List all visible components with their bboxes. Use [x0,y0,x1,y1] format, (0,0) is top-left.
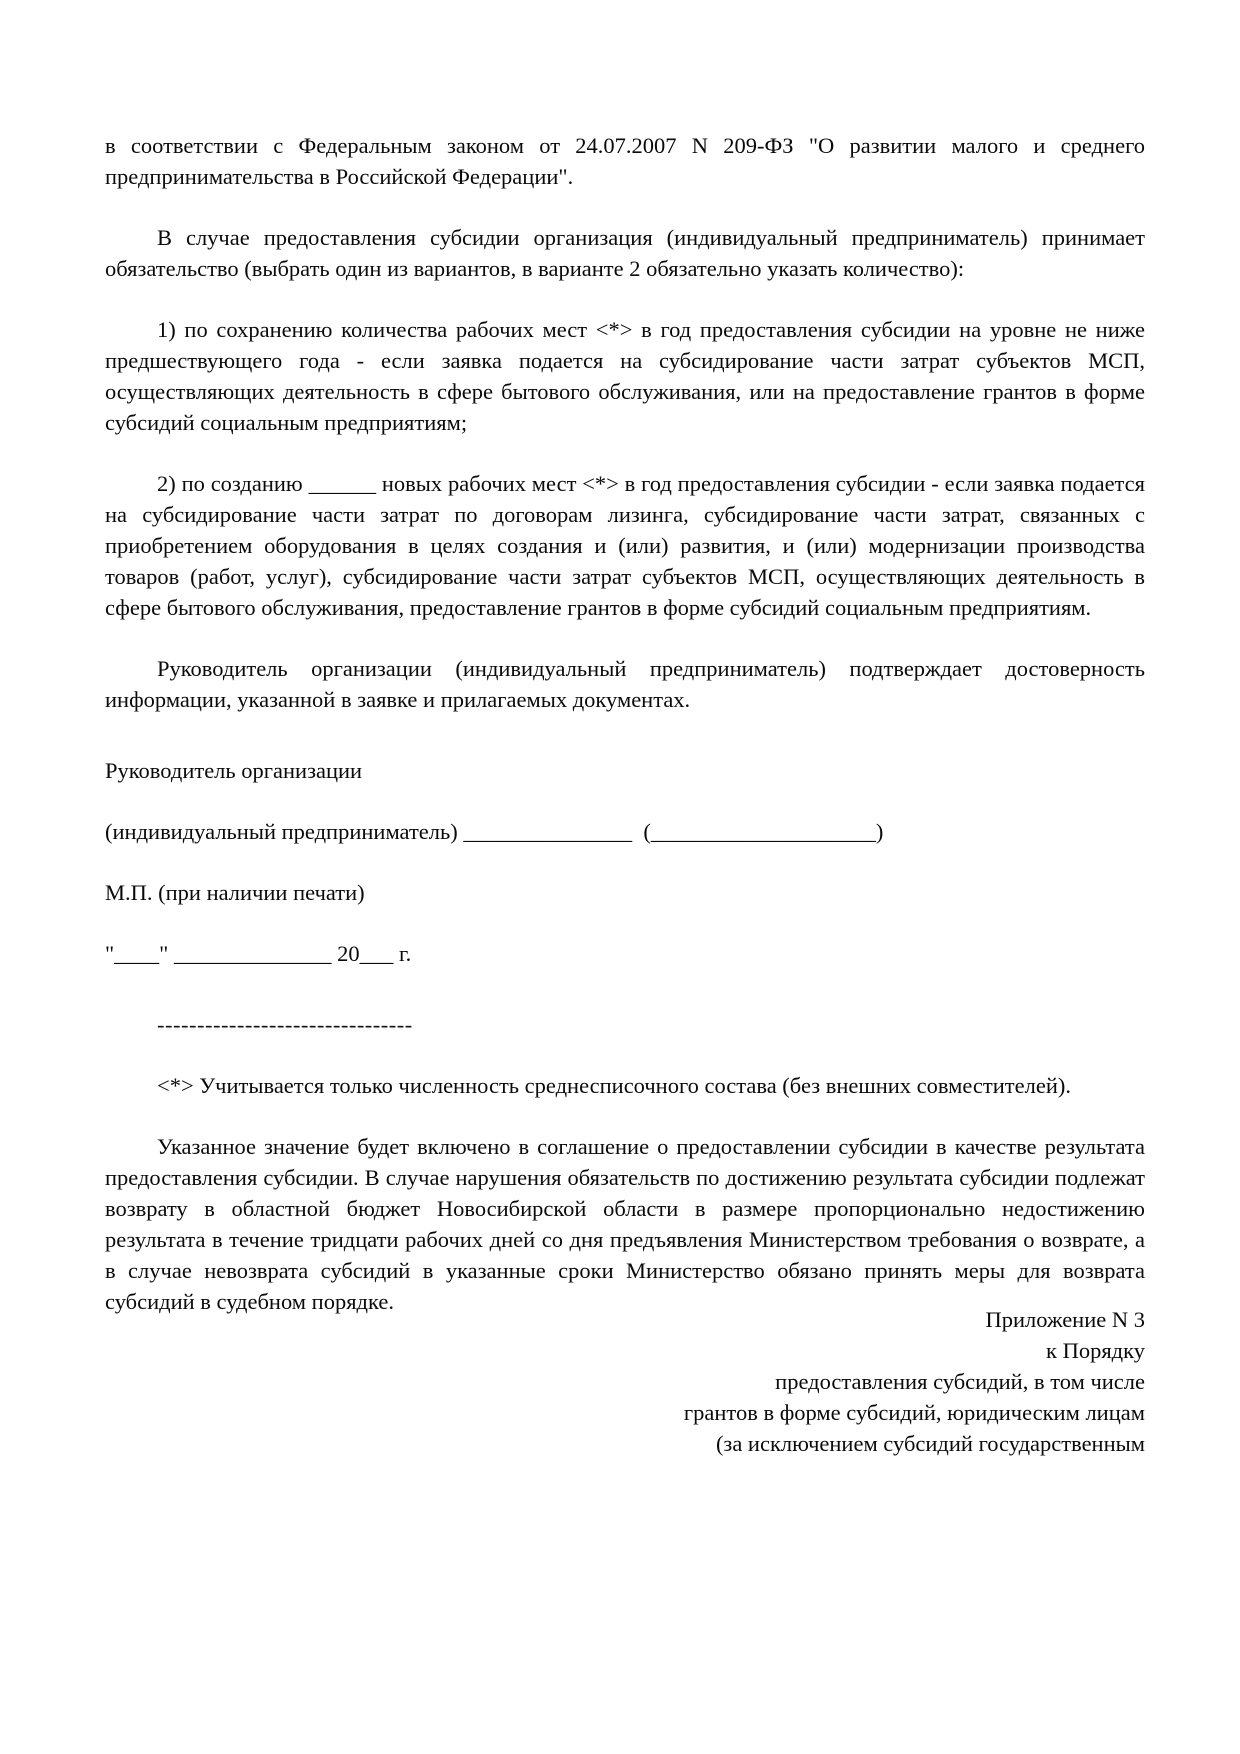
stamp-note: М.П. (при наличии печати) [105,880,365,905]
paragraph-confirmation: Руководитель организации (индивидуальный предприниматель) подтверждает достоверность информации, указанной в заявке и прилагаемых документах. [105,656,1145,712]
appendix-header-line-4: грантов в форме субсидий, юридическим лицам [683,1400,1145,1425]
spacer [105,786,1145,816]
spacer [105,438,1145,468]
footnote-separator: -------------------------------- [157,1012,413,1037]
spacer [105,623,1145,653]
appendix-header-line-1: Приложение N 3 [985,1307,1145,1332]
spacer [105,908,1145,938]
paragraph-closing: Указанное значение будет включено в соглашение о предоставлении субсидии в качестве результата предоставления субсидии. В случае нарушения обязательств по достижению результата субсидии подлежат возврату в областной бюджет Новосибирской области в размере пропорционально недостижению результата в течение тридцати рабочих дней со дня предъявления Министерством требования о возврате, а в случае невозврата субсидий в указанные сроки Министерство обязано принять меры для возврата субсидий в судебном порядке. [105,1134,1145,1314]
spacer [105,847,1145,877]
signature-role-line-2: (индивидуальный предприниматель) _______________ (____________________) [105,819,884,844]
signature-role-line-1: Руководитель организации [105,758,363,783]
spacer [105,192,1145,222]
appendix-header-line-3: предоставления субсидий, в том числе [775,1369,1145,1394]
appendix-header [445,1304,1145,1459]
paragraph-option-1: 1) по сохранению количества рабочих мест <*> в год предоставления субсидии на уровне не ниже предшествующего года - если заявка подается на субсидирование части затрат субъектов МСП, осуществляющих деятельность в сфере бытового обслуживания, или на предоставление грантов в форме субсидий социальным предприятиям; [105,317,1145,435]
spacer [105,1101,1145,1131]
appendix-header-line-2: к Порядку [1046,1338,1145,1363]
spacer [105,969,1145,1009]
spacer [105,715,1145,755]
paragraph-obligation-intro: В случае предоставления субсидии организация (индивидуальный предприниматель) принимает обязательство (выбрать один из вариантов, в варианте 2 обязательно указать количество): [105,225,1145,281]
spacer [105,1040,1145,1070]
document-body [105,130,1145,1317]
date-line: "____" ______________ 20___ г. [105,941,412,966]
appendix-header-line-5: (за исключением субсидий государственным [715,1431,1145,1456]
spacer [105,284,1145,314]
footnote-text: <*> Учитывается только численность среднесписочного состава (без внешних совместителей). [157,1073,1071,1098]
paragraph-option-2: 2) по созданию ______ новых рабочих мест <*> в год предоставления субсидии - если заявка подается на субсидирование части затрат по договорам лизинга, субсидирование части затрат, связанных с приобретением оборудования в целях создания и (или) развития, и (или) модернизации производства товаров (работ, услуг), субсидирование части затрат субъектов МСП, осуществляющих деятельность в сфере бытового обслуживания, предоставление грантов в форме субсидий социальным предприятиям. [105,471,1145,620]
paragraph-federal-law: в соответствии с Федеральным законом от 24.07.2007 N 209-ФЗ "О развитии малого и среднего предпринимательства в Российской Федерации". [105,133,1145,189]
